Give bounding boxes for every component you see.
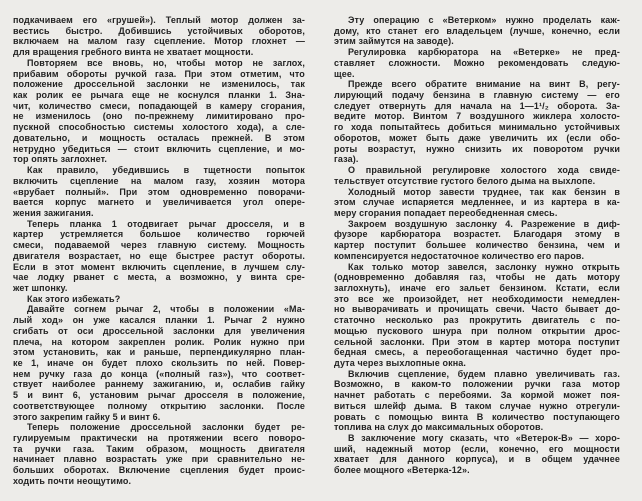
text-line: Давайте согнем рычаг 2, чтобы в положении «Ма- xyxy=(27,304,305,315)
text-line: Включив сцепление, будем плавно увеличивать газ. xyxy=(348,368,620,379)
text-line: О правильной регулировке холостого хода свиде- xyxy=(348,165,620,176)
text-line: включить сцепление на малом газу, хозяин мотора xyxy=(13,175,305,186)
text-line: следует отвернуть для начала на 1—1¹/₂ оборота. За- xyxy=(334,100,620,111)
text-column-left xyxy=(13,15,305,487)
text-line: не изменилось (оно по-прежнему лимитировано про- xyxy=(13,111,305,122)
text-line: (одновременно добавляя газ, чтобы не дать мотору xyxy=(334,272,620,283)
text-line: Возможно, в каком-то положении ручки газа мотор xyxy=(334,379,620,390)
text-line: этим займутся на заводе). xyxy=(334,36,454,47)
text-line: газа). xyxy=(334,154,359,165)
text-line: чит, количество смеси, попадающей в камеру сгорания, xyxy=(13,100,305,111)
text-line: Как этого избежать? xyxy=(27,293,121,304)
text-line: компенсируется недостаточное количество его паров. xyxy=(334,250,585,261)
text-line: Прежде всего обратите внимание на винт В, регу- xyxy=(348,79,620,90)
text-line: этом установить, как и раньше, перпендикулярно план- xyxy=(13,347,305,358)
text-line: мощью пускового шнура при полном открытии дрос- xyxy=(334,325,620,336)
text-line: В заключение могу сказать, что «Ветерок-В» — хоро- xyxy=(348,433,620,444)
text-line: вается корпус магнето и увеличивается угол опере- xyxy=(13,197,305,208)
text-line: тельствует отсутствие густого белого дыма на выхлопе. xyxy=(334,175,596,186)
text-line: подкачиваем его «грушей»). Теплый мотор должен за- xyxy=(13,15,305,25)
text-line: ровать с помощью винта В количество поступающего xyxy=(334,411,620,422)
text-line: смеси, подаваемой через главную систему. Мощность xyxy=(13,240,305,251)
text-column-right xyxy=(334,15,620,476)
text-line: для вращения гребного винта не хватает мощности. xyxy=(13,47,254,58)
text-line: ходить почти неощутимо. xyxy=(13,475,132,486)
text-line: вестись быстро. Добившись устойчивых оборотов, xyxy=(13,25,305,36)
text-line: двигателя возрастает, но еще быстрее растут обороты. xyxy=(13,250,305,261)
text-line: ставляет сложности. Можно рекомендовать следую- xyxy=(334,57,620,68)
text-line: прибавим обороты ручкой газа. При этом отметим, что xyxy=(13,68,305,79)
text-line: Холодный мотор завести труднее, так как бензин в xyxy=(348,186,620,197)
text-line: та ручки газа. Таким образом, мощность двигателя xyxy=(13,443,305,454)
text-line: ствует наиболее раннему зажиганию, и, ослабив гайку xyxy=(13,379,305,390)
text-line: как ролик ее рычага еще не коснулся планки 1. Зна- xyxy=(13,90,305,101)
text-line: Как правило, убедившись в тщетности попыток xyxy=(27,165,305,176)
text-line: Как только мотор завелся, заслонку нужно открыть xyxy=(348,261,620,272)
text-line: соответствующее полному открытию заслонки. После xyxy=(13,400,305,411)
text-line: ведите мотор. Винтом 7 воздушного жиклера холосто- xyxy=(334,111,620,122)
text-line: ке 1, иначе он будет плохо скользить по ней. Повер- xyxy=(13,358,305,368)
text-line: сельной заслонки. При этом в картер мотора поступит xyxy=(334,336,620,347)
text-line: Теперь планка 1 отодвигает рычаг дросселя, и в xyxy=(27,218,305,229)
text-line: 5 и винт 6, установим рычаг дросселя в положение, xyxy=(13,390,305,401)
text-line: статочно несколько раз прокрутить двигатель с по- xyxy=(334,315,620,326)
text-line: меру сгорания попадает переобедненная смесь. xyxy=(334,207,558,218)
text-line: довательно, и мощность осталась прежней. В этом xyxy=(13,132,305,143)
text-line: тор опять заглохнет. xyxy=(13,154,108,165)
text-line: дому, кто станет его владельцем (лучше, конечно, если xyxy=(334,25,620,36)
text-line: этого закрепим гайку 5 и винт 6. xyxy=(13,411,161,422)
text-line: лый ход» он уже касался планки 1. Рычаг 2 нужно xyxy=(13,315,305,326)
text-line: «врубает полный». При этом одновременно поворачи- xyxy=(13,186,305,197)
text-line: топлива на слух до максимальных оборотов. xyxy=(334,422,544,433)
text-line: лирующий подачу бензина в главную систему — его xyxy=(334,90,620,101)
text-line: го хода попытайтесь добиться минимально устойчивых xyxy=(334,122,620,133)
text-line: Если в этот момент включить сцепление, в лучшем слу- xyxy=(13,261,305,272)
text-line: включаем на малом газу сцепление. Мотор глохнет — xyxy=(13,36,305,47)
text-line: роты возрастут, нужно снизить их поворотом ручки xyxy=(334,143,620,154)
text-line: фузоре карбюратора возрастет. Благодаря этому в xyxy=(334,229,620,240)
text-line: чае лодку рванет с места, а возможно, у винта сре- xyxy=(13,272,305,283)
text-line: ший, надежный мотор (если, конечно, его мощности xyxy=(334,443,620,454)
text-line: положение дроссельной заслонки не изменилось, так xyxy=(13,79,305,90)
text-line: но выворачивать и прочищать свечи. Часто бывает до- xyxy=(334,304,620,315)
text-line: начинает плавно возрастать уже при сравнительно не- xyxy=(13,454,305,465)
text-line: оборотов, может быть даже увеличить их (если обо- xyxy=(334,132,620,143)
text-line: нетрудно убедиться — стоит включить сцепление, и мо- xyxy=(13,143,305,154)
text-line: хватает для данного корпуса), и в общем удачнее xyxy=(334,454,620,465)
text-line: виться шлейф дыма. В таком случае нужно отрегули- xyxy=(334,400,620,411)
text-line: жет шпонку. xyxy=(13,282,68,293)
text-line: Регулировка карбюратора на «Ветерке» не пред- xyxy=(348,47,620,58)
text-line: бедная смесь, а переобогащенная частично будет про- xyxy=(334,347,620,358)
text-line: жения зажигания. xyxy=(13,207,94,218)
text-line: Закроем воздушную заслонку 4. Разрежение в диф- xyxy=(348,218,620,229)
text-line: плеча, на котором закреплен ролик. Ролик нужно при xyxy=(13,336,305,347)
text-line: картер устремляется большое количество горючей xyxy=(13,229,305,240)
text-line: картер поступит большее количество бензина, чем и xyxy=(334,240,620,251)
text-line: заглохнуть), иначе его зальет бензином. Кстати, если xyxy=(334,282,620,293)
text-line: больших оборотах. Включение сцепления будет проис- xyxy=(13,465,305,476)
text-line: гулируемым практически на протяжении всего поворо- xyxy=(13,433,305,444)
text-line: пускной способностью системы холостого хода), а сле- xyxy=(13,122,305,133)
text-line: щее. xyxy=(334,68,355,79)
text-line: более мощного «Ветерка-12». xyxy=(334,465,470,476)
text-line: сгибать от оси дроссельной заслонки для увеличения xyxy=(13,325,305,336)
text-line: Теперь положение дроссельной заслонки будет ре- xyxy=(27,422,305,433)
text-line: дута через выхлопные окна. xyxy=(334,358,467,368)
text-line: начнет работать с перебоями. За кормой может поя- xyxy=(334,390,620,401)
text-line: это все же произойдет, нет необходимости немедлен- xyxy=(334,293,620,304)
text-line: Повторяем все вновь, но, чтобы мотор не заглох, xyxy=(27,57,305,68)
text-line: этом случае испаряется медленнее, и из картера в ка- xyxy=(334,197,620,208)
text-line: нем ручку газа до конца («полный газ»), что соответ- xyxy=(13,368,305,379)
text-line: Эту операцию с «Ветерком» нужно проделать каж- xyxy=(348,15,620,25)
